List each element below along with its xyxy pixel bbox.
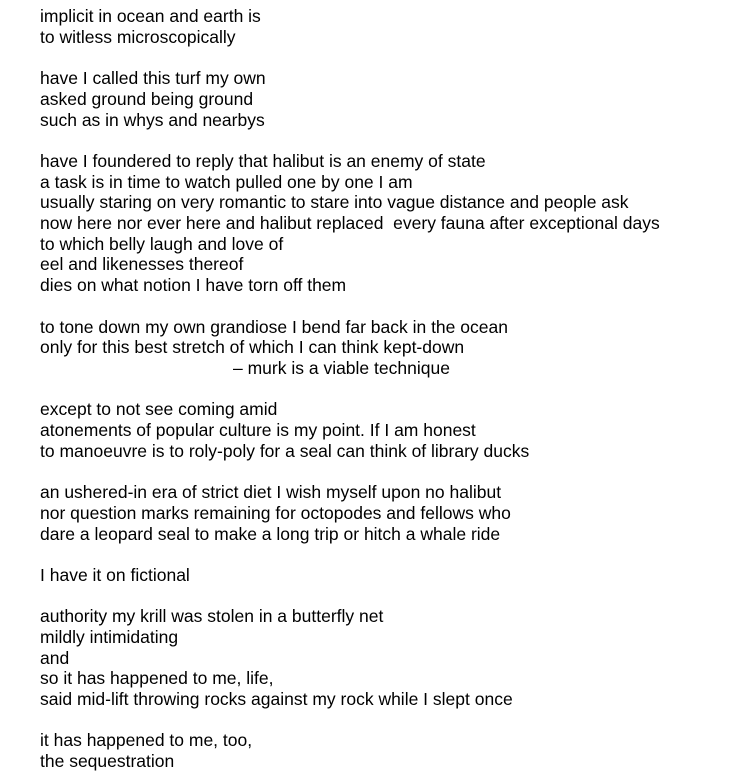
poem-line: and <box>40 647 70 668</box>
poem-line: a task is in time to watch pulled one by one I am <box>40 171 413 192</box>
poem-line: to manoeuvre is to roly-poly for a seal can think of library ducks <box>40 440 530 461</box>
poem-line: I have it on fictional <box>40 564 190 585</box>
poem-line: asked ground being ground <box>40 88 254 109</box>
stanza <box>40 565 736 586</box>
poem-line: implicit in ocean and earth is <box>40 6 261 26</box>
stanza <box>40 317 736 379</box>
poem-line: have I called this turf my own <box>40 68 266 89</box>
poem-line: mildly intimidating <box>40 626 179 647</box>
poem-line: only for this best stretch of which I can think kept-down <box>40 337 465 358</box>
poem-line: now here nor ever here and halibut replaced every fauna after exceptional days <box>40 213 660 233</box>
poem-line: dies on what notion I have torn off them <box>40 275 347 296</box>
poem-line: have I foundered to reply that halibut is an enemy of state <box>40 150 486 171</box>
poem-line: to which belly laugh and love of <box>40 233 284 254</box>
stanza <box>40 6 736 47</box>
poem-line: to witless microscopically <box>40 26 236 47</box>
poem-line: an ushered-in era of strict diet I wish myself upon no halibut <box>40 482 502 503</box>
stanza <box>40 482 736 544</box>
poem-line: it has happened to me, too, <box>40 730 253 751</box>
poem-line: so it has happened to me, life, <box>40 668 274 689</box>
poem-line: – murk is a viable technique <box>233 357 450 378</box>
stanza <box>40 151 736 296</box>
poem-line: nor question marks remaining for octopodes and fellows who <box>40 502 511 523</box>
poem-line: atonements of popular culture is my point. If I am honest <box>40 420 476 440</box>
poem-line: such as in whys and nearbys <box>40 109 265 130</box>
stanza <box>40 68 736 130</box>
stanza <box>40 399 736 461</box>
stanza <box>40 606 736 710</box>
poem-line: except to not see coming amid <box>40 399 278 420</box>
poem-line: said mid-lift throwing rocks against my rock while I slept once <box>40 689 513 710</box>
stanza <box>40 730 736 771</box>
poem-line: the sequestration <box>40 751 175 772</box>
poem-line: authority my krill was stolen in a butterfly net <box>40 606 384 627</box>
poem-line: usually staring on very romantic to stare into vague distance and people ask <box>40 192 629 213</box>
poem-line: to tone down my own grandiose I bend far back in the ocean <box>40 316 508 337</box>
poem-line: dare a leopard seal to make a long trip or hitch a whale ride <box>40 523 501 544</box>
poem-line: eel and likenesses thereof <box>40 254 244 275</box>
